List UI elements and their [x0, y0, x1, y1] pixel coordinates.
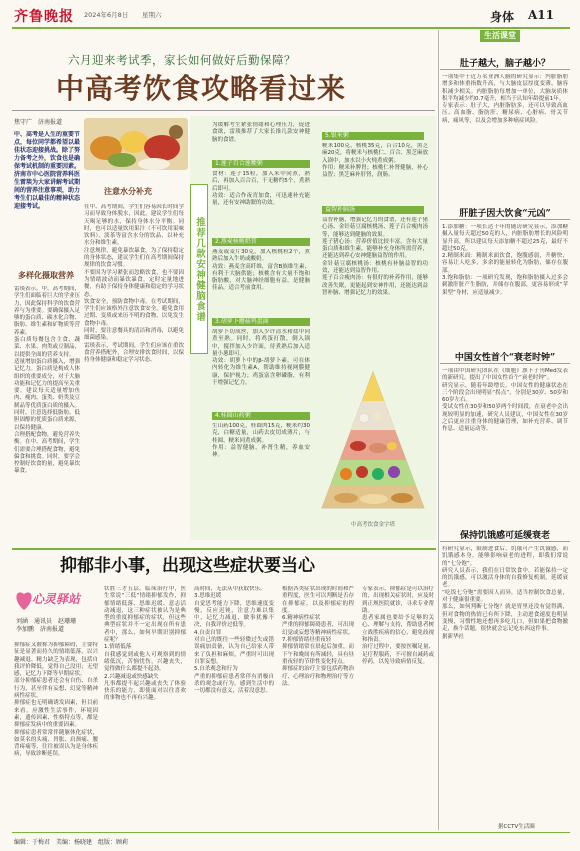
right-credit: 据CCTV生活圈 — [498, 824, 535, 830]
bottom-col-2: 状胜三才五层。临床治疗中，医生常说“三低”情绪抑郁发作，抑郁情绪低落、思维迟缓、意志活动减退，这三种症状被认为是典型的重度抑郁症的症状，但这些典型症状并不一定出现在所有患者中，那么，如何早期识别抑郁症呢？ 1.情绪低落 自我感觉到或他人可观察到的情绪低沉，苦恼忧伤，兴趣丧失，觉得做什么都提不起劲。 2.兴趣减退或快感缺失 凡事都提不起兴趣或丧失了体验快乐的能力，即使面对以往喜欢的事物也不再有兴趣。 — [104, 586, 186, 702]
column-label — [480, 30, 520, 42]
masthead-rule — [12, 27, 570, 29]
paper-logo: 齐鲁晚报 — [14, 9, 74, 25]
bottom-headline: 抑郁非小事，出现这些症状要当心 — [60, 556, 315, 576]
recipe-1-title: 1.莲子百合莲粳粥 — [212, 160, 310, 168]
right-rule-1 — [440, 69, 570, 70]
right-article-1-body: 一项集中于近万名亚洲人脑的研究显示：内脏脂肪增多和体重指数升高，与大脑皮层厚度变薄、脑容积减少相关。内脏脂肪每增加一单位，大脑灰质体积平均减少约0.7毫升，相当于认知年龄提前1年。 专家表示：肚子大，内脏脂肪多，还可以导致高血压、高血脂、脂肪肝、糖尿病、心脏病、骨关节病，痛风等，以及会增加多种癌症风险。 — [442, 74, 568, 124]
top-deck: 六月迎来考试季，家长如何做好后勤保障？ — [68, 53, 296, 67]
food-photo — [84, 118, 188, 170]
right-rule-3 — [440, 363, 570, 364]
recipe-6-title: 益智补脑汤 — [322, 206, 424, 214]
section-name: 身体 — [490, 10, 515, 24]
bottom-col-5: 专家表示，抑郁症是可以治疗的，出现相关症状时，应及时到正规医院就诊，寻求专业帮助。 患者家属也要给予足够的关心、理解与支持，帮助患者树立战胜疾病的信心，避免歧视和指责。 治疗过程中，要按医嘱足量、足疗程服药，不可擅自减药或停药，以免导致病情反复。 — [362, 586, 434, 665]
right-column-divider — [438, 30, 439, 830]
recipe-2-title: 2.燕麦核桃奶昔 — [212, 238, 310, 246]
bottom-reporters: 刘涵 通讯员 赵珊珊 李加鹏 济南报道 — [16, 618, 77, 633]
issue-weekday: 星期六 — [142, 11, 162, 19]
right-rule-2 — [440, 219, 570, 220]
right-rule-4 — [440, 541, 570, 542]
footer-editors: 编辑：于梅君 美编：杨晓建 组版：顾莉 — [14, 839, 129, 846]
column-label-text: 生活课堂 — [484, 31, 516, 40]
heart-station-text: 心灵驿站 — [32, 592, 81, 606]
bottom-col-1: 抑郁症又被称为抑郁障碍，主要特征是显著而持久的情绪低落，以兴趣减退、精力缺乏为表现，包括自我评价降低，觉得自己没用；无望感，记忆力下降等早期症状。 部分抑郁症患者还会有自伤、自杀行为，甚至伴有妄想、幻觉等精神病性症状。 抑郁症也无明确诱发因素，但目前来看，应激性生活事件，环境因素，遗传因素、性格特点等，都是抑郁症发病中的重要因素。 抑郁症患者常常伴随躯体化症状，如莫名的头痛、胃胀、肩颈痛、腰背疼痛等，往往被误认为是身体疾病，导致诊断延误。 — [14, 642, 98, 758]
recipe-4-title: 4.桂圆山药粥 — [212, 412, 310, 420]
right-article-3-body: 一项由中国研究团队在《细胞》旗下子刊Med发表的新研究，提出了中国女性首个“衰老时钟”。 研究显示，随着年龄增长，中国女性的健康状态在三个阶段会出现明显“拐点”，分别是30岁、50岁和60岁左右。 受试女性在30岁和50岁两个时间段，在衰老中会出现较明显的加速，研究人员建议，中国女性在30岁之后更应注重身体的健康管理，如补充营养、调节作息、适量运动等。 — [442, 368, 568, 433]
food-pyramid-illustration — [316, 368, 430, 516]
bottom-col-3: 高时间，无法从中获取快乐。 3.思维迟缓 自觉思考能力下降，思维速度变慢，反应迟钝，注意力难以集中，记忆力减退，做事犹豫不决，自我评价过低等。 4.自责自罪 对自己的既往一些轻微过失或错误痛加责备，认为自己给家人带来了负担和麻烦，严重时可出现自罪妄想。 5.自杀观念和行为 严重的抑郁症患者常伴有消极自杀的观念或行为，感到生活中的一切都没有意义，活着没意思。 — [194, 586, 274, 695]
top-headline: 中高考饮食攻略看过来 — [56, 72, 347, 105]
bottom-top-rule — [12, 548, 436, 550]
top-reporter: 焦守广 济南报道 — [14, 119, 63, 126]
recipes-col-a — [212, 116, 310, 540]
recipe-6-body: 益智补脑，增强记忆力的食谱，还有莲子猪心汤、金针菇豆腐核桃汤、莲子百合瘦肉汤等，能够达到健脑的效果。 莲子猪心汤：营养价值比较丰富，含有大量蛋白质和维生素，能够补充身体所需营养，还能达到养心安神健脑益智的作用。 金针菇豆腐核桃汤：核桃有补脑益智的功效，还能达到益智作用。 莲子百合瘦肉汤：有很好的补养作用，能够改善失眠，更能起到安神作用，还能达到益智补脑、增强记忆力的效果。 — [322, 217, 428, 296]
recipe-3-title: 3.胡萝卜蘑菇鸡蛋面 — [212, 318, 310, 326]
top-headline-rule — [12, 110, 435, 111]
recipe-5-body: 粳米100克，核桃35克，百合10克，黑芝麻20克，将粳米与核桃仁、百合、黑芝麻放入锅中，加水以小火炖煮成粥。 作用：粳米补脾胃；核桃仁补肾健脑，补心益智；黑芝麻补肝肾，润肠。 — [322, 143, 428, 179]
issue-date: 2024年6月8日 — [84, 11, 129, 19]
food-photo-illustration — [84, 118, 188, 170]
recipe-intro: 为缓解考生紧张情绪和心理压力，促进食欲，雷琰推荐了大家长推几款安神健脑的食谱。 — [212, 122, 310, 143]
right-article-2-body: 1.添加糖：一项长达十年的随访研究显示，添加糖摄入量每天超过50克的人，内脏脂肪增长的风险明显升高，所以建议每天添加糖不超过25克，最好不超过50克。 2.精制米面：精制米面饮食，饱腹感弱，升糖快，容易让人吃多，多余的能量转化为脂肪，储存在腹部。 3.饱和脂肪：一项研究发现，饱和脂肪摄入过多会刺激肝脏产生脂肪，并储存在腹部，更容易形成“苹果型”身材，应适量减少。 — [442, 224, 568, 296]
section-2-body: 在中、高考期间，学生们容易因长时间学习而导致身体脱水，因此，建议学生们每天喝足够的水，保持身体水分平衡。同时，也可以适量饮用果汁（不可饮用果味饮料）、淡茶等富含水分的饮品，以补充水分和维生素。 注意规律，避免暴饮暴食，为了保持稳定的身体状态，建议学生们在高考期间保持规律的饮食习惯。 不要因为学习紧张而忽略饮食，也不要因为情绪波动而暴饮暴食。定时定量地进餐，有助于保持身体健康和稳定的学习状态。 饮食安全，预防食物中毒。在考试期间，学生们应该格外注意饮食安全。避免食用过期、变质或来历不明的食物，以免发生食物中毒。 同时，要注意餐具的清洁和消毒，以避免细菌感染。 雷琰表示，考试期间，学生们应该在重饮食营养搭配外，合理安排饮食时间，以保持身体健康和稳定学习状态。 — [84, 204, 184, 364]
section-1-title: 多样化摄取营养 — [18, 270, 74, 280]
recipe-2-body: 燕麦或麦片30克，加入核桃粒2个，煮熟后加入牛奶或酸奶。 功效：燕麦含高纤维，富含B族维生素，有利于大脑供能；核桃含有大量不饱和脂肪酸，对大脑神经细胞有益，是健脑佳品，适合考前食用。 — [212, 249, 310, 292]
right-article-4-body: 有研究显示，限制进食后，饥饿可产生饥饿感，而饥饿感本身，能够影响衰老的进程，即我们常说的“七分饱”。 研究人员表示，我们在日常饮食中，若能保持一定的饥饿感，可以激活身体的自我修复机制，延缓衰老。 “吃饭七分饱”需要因人而异，适当控制饮食总量，对于健康很重要。 那么，如何判断七分饱？就是胃里还没有觉得满，但对食物的热情已有所下降，主动进食速度也明显变慢，习惯性地还想再多吃几口，但如果把食物撤走，换个话题，很快就会忘记吃东西这件事。 据新华社 — [442, 546, 568, 640]
right-article-3-title: 中国女性首个“衰老时钟” — [454, 353, 556, 363]
right-article-2-title: 肝脏子因大饮食“元凶” — [459, 209, 551, 219]
top-lead: 中、高考是人生的重要节点，每位同学都希望以最佳状态迎接挑战。除了努力备考之外，饮食也是确保考试机制的重要因素。济南市中心医院营养科医生雷琰为大家讲解考试期间的营养注意事项，助力考生们以最佳的精神状态迎接考试。 — [14, 131, 80, 210]
recipe-vertical-tab: 推荐几款安神健脑食谱 — [190, 184, 208, 354]
recipe-5-title: 5.银米粥 — [322, 132, 424, 140]
right-article-1-title: 肚子越大，脑子越小？ — [459, 59, 550, 69]
section-1-body: 雷琰表示，中、高考期间，学生们面临着巨大的学业压力，因此保持科学的饮食营养与为重要。要确保摄入足够的蛋白质、碳水化合物、脂肪、维生素和矿物质等营养素。 蛋白质每餐包含主食、蔬菜、水果、肉类或豆制品，以提供全面的营养支持。 适量增加蛋白质摄入，增强记忆力。蛋白质是构成人体组织的重要成分，对于大脑功能和记忆力的提高至关重要。建议每天适量增加鱼肉、瘦肉、蛋类、奶类及豆制品等优质蛋白质的摄入。同时，注意选择低脂肪、低胆固醇的优质蛋白质来源，以保持健康。 合理搭配食物，避免营养失衡。在中、高考期间，学生们需要合理搭配食物，避免偏食和挑食。同时，要学会控制好饮食的量，避免暴饮暴食。 — [14, 286, 80, 475]
footer-rule — [12, 832, 570, 833]
recipe-3-body: 胡萝卜切成丝，加入少许清水和盐中同煮至熟。同时，将鸡蛋打散，倒入锅中，搅拌加入少许面，待煮熟后加入适量小葱即可。 功效：胡萝卜中的β-胡萝卜素，可在体内转化为维生素A，帮助维持视网膜健康，保护视力；鸡蛋富含卵磷脂，有利于增强记忆力。 — [212, 329, 310, 387]
masthead — [0, 0, 580, 30]
recipe-1-body: 食材：莲子15粒，加入米中同煮，熟后，再加入百合百，干无糖约5个，煮熟后即可。 功效：适合作夜宵加食，可迅速补充能量，还有安神助眠的功效。 — [212, 171, 310, 207]
pyramid-caption: 中高考饮食金字塔 — [350, 522, 395, 528]
food-pyramid — [316, 368, 430, 516]
recipe-4-body: 生山药100克，桂圆肉15克，粳米约30克，白糖适量，山药去皮切成薄片，与桂圆、粳米同煮成粥。 作用：益智健脑，补肾生精，养血安神。 — [212, 423, 310, 459]
section-2-title: 注意水分补充 — [104, 186, 152, 196]
right-article-4-title: 保持饥饿感可延缓衰老 — [459, 531, 550, 541]
recipe-panel — [190, 116, 436, 540]
bottom-col-4: 根据各类症状出现的时间和严重程度，医生可以判断是否存在抑郁症，以及抑郁症的程度。 6.精神病性症状 严重的抑郁障碍患者，可出现幻觉或妄想等精神病性症状。 7.抑郁情绪昼重夜轻 抑郁情绪常在晨起后加重，而下午和晚间有所减轻，具有昼重夜轻的节律性变化特点。 抑郁症的治疗主要包括药物治疗、心理治疗和物理治疗等方法。 — [282, 586, 354, 687]
page-number: A11 — [528, 8, 555, 22]
recipes-col-b — [316, 116, 430, 540]
heart-station-logo — [14, 584, 92, 614]
